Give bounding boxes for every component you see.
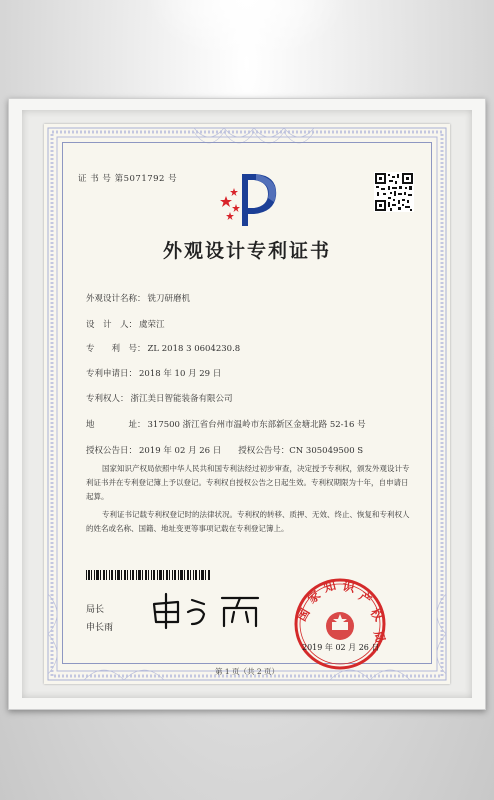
qr-code-icon — [374, 172, 414, 212]
official-seal-icon — [292, 576, 388, 672]
svg-text:识: 识 — [341, 579, 356, 596]
certificate-number: 证 书 号 第5071792 号 — [78, 174, 178, 184]
svg-text:局: 局 — [371, 629, 388, 645]
page-number: 第 1 页（共 2 页） — [214, 667, 280, 676]
field-value: 铣刀研磨机 — [147, 294, 191, 304]
certificate-title: 外观设计专利证书 — [162, 240, 331, 262]
svg-text:家: 家 — [304, 587, 324, 607]
field-filing-date — [86, 367, 221, 379]
cnipa-logo-icon — [212, 166, 288, 230]
field-label: 专利申请日： — [86, 369, 138, 379]
field-label: 地 址： — [86, 420, 146, 430]
svg-text:产: 产 — [356, 588, 375, 608]
field-value: 浙江美日智能装备有限公司 — [130, 394, 233, 404]
field-value: 虞荣江 — [139, 320, 165, 330]
field-grant-date — [86, 444, 363, 456]
field-label: 设 计 人： — [86, 320, 138, 330]
director-signature — [148, 590, 268, 630]
svg-text:知: 知 — [322, 578, 338, 595]
field-designer — [86, 318, 165, 330]
field-value: 2019 年 02 月 26 日 授权公告号：CN 305049500 S — [139, 446, 364, 456]
field-patentee — [86, 392, 233, 404]
statement-paragraph-2: 专利证书记载专利权登记时的法律状况。专利权的转移、质押、无效、终止、恢复和专利权人的姓名或名称、国籍、地址变更等事项记载在专利登记簿上。 — [86, 510, 410, 533]
field-value: 2018 年 10 月 29 日 — [139, 369, 222, 379]
svg-text:国: 国 — [294, 606, 313, 624]
director-title: 局长 — [86, 605, 105, 615]
svg-text:权: 权 — [367, 605, 386, 624]
field-label: 授权公告日： — [86, 446, 138, 456]
director-name: 申长雨 — [86, 623, 114, 633]
field-patent-number — [86, 342, 240, 354]
field-label: 专利权人： — [86, 394, 129, 404]
field-label: 外观设计名称： — [86, 294, 146, 304]
barcode-icon — [86, 570, 210, 580]
seal-date: 2019 年 02 月 26 日 — [302, 643, 380, 652]
field-address — [86, 418, 366, 430]
field-label: 专 利 号： — [86, 344, 146, 354]
spotlight-glow — [147, 0, 347, 60]
field-design-name — [86, 292, 190, 304]
patent-certificate — [44, 124, 450, 684]
field-value: ZL 2018 3 0604230.8 — [147, 344, 241, 354]
field-value: 317500 浙江省台州市温岭市东部新区金塘北路 52-16 号 — [147, 420, 366, 430]
statement-paragraph-1: 国家知识产权局依照中华人民共和国专利法经过初步审查，决定授予专利权，颁发外观设计专利证书并在专利登记簿上予以登记。专利权自授权公告之日起生效。专利权期限为十年，自申请日起算。 — [86, 464, 410, 501]
